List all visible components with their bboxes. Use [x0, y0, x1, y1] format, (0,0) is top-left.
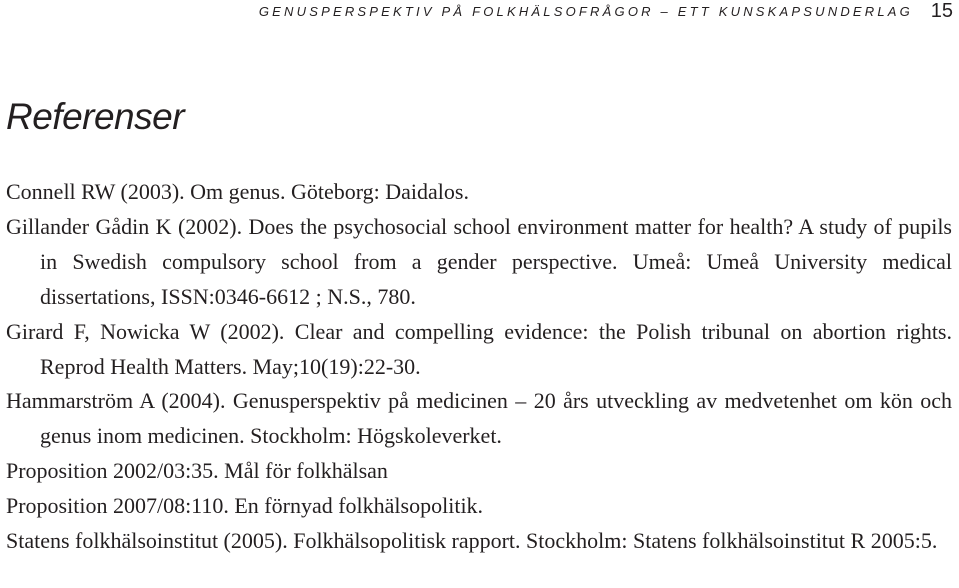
reference-item: Girard F, Nowicka W (2002). Clear and compelling evidence: the Polish tribunal on abortion rights. Reprod Health Matters. May;10(19):22-30. [6, 318, 952, 379]
running-head [0, 0, 959, 30]
reference-item: Statens folkhälsoinstitut (2005). Folkhälsopolitisk rapport. Stockholm: Statens folkhälsoinstitut R 2005:5. [6, 528, 938, 554]
running-title: GENUSPERSPEKTIV PÅ FOLKHÄLSOFRÅGOR – ETT KUNSKAPSUNDERLAG [258, 4, 913, 19]
reference-item: Proposition 2007/08:110. En förnyad folkhälsopolitik. [6, 493, 484, 519]
section-heading: Referenser [6, 96, 185, 137]
reference-list [6, 175, 952, 559]
reference-item: Proposition 2002/03:35. Mål för folkhälsan [6, 458, 388, 484]
reference-item: Gillander Gådin K (2002). Does the psychosocial school environment matter for health? A study of pupils in Swedish compulsory school from a gender perspective. Umeå: Umeå University medical dissertations, ISSN:0346-6612 ; N.S., 780. [6, 213, 952, 309]
reference-item: Hammarström A (2004). Genusperspektiv på medicinen – 20 års utveckling av medvetenhet om kön och genus inom medicinen. Stockholm: Högskoleverket. [6, 388, 952, 449]
reference-item: Connell RW (2003). Om genus. Göteborg: Daidalos. [6, 179, 469, 204]
page-number: 15 [930, 0, 953, 22]
